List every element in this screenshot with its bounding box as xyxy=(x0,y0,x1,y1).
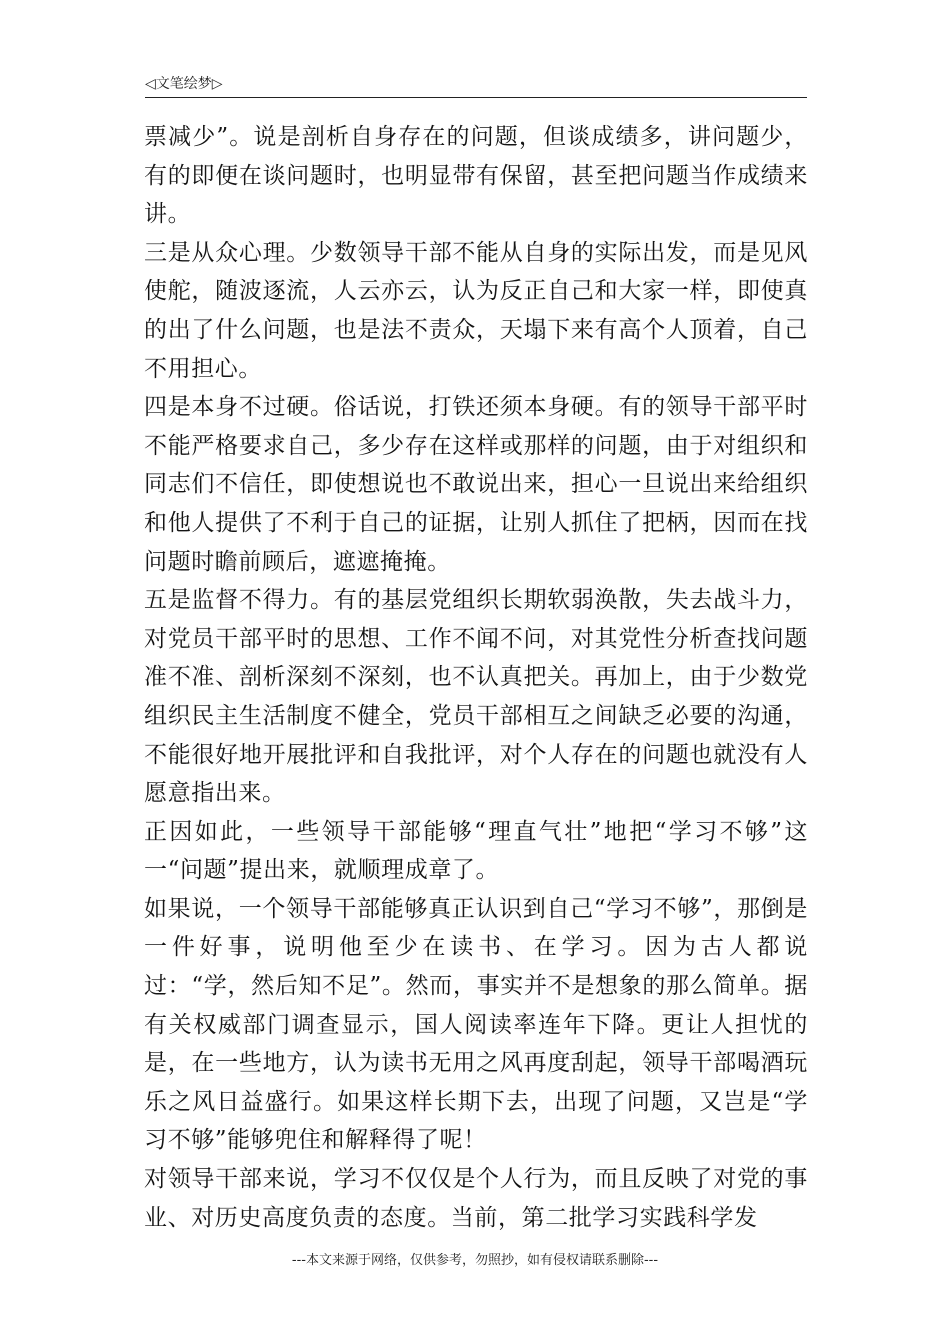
paragraph-6: 如果说，一个领导干部能够真正认识到自己“学习不够”，那倒是一件好事，说明他至少在读书、在学习。因为古人都说过：“学，然后知不足”。然而，事实并不是想象的那么简单。据有关权威部门调查显示，国人阅读率连年下降。更让人担忧的是，在一些地方，认为读书无用之风再度刮起，领导干部喝酒玩乐之风日益盛行。如果这样长期下去，出现了问题，又岂是“学习不够”能够兜住和解释得了呢！ xyxy=(144,895,808,1154)
page-footer: ---本文来源于网络，仅供参考，勿照抄，如有侵权请联系删除--- xyxy=(291,1253,659,1268)
paragraph-5: 正因如此，一些领导干部能够“理直气壮”地把“学习不够”这一“问题”提出来，就顺理成章了。 xyxy=(144,818,808,884)
paragraph-1: 票减少”。说是剖析自身存在的问题，但谈成绩多，讲问题少，有的即便在谈问题时，也明显带有保留，甚至把问题当作成绩来讲。 xyxy=(144,124,808,228)
document-body xyxy=(144,118,808,1237)
paragraph-4: 五是监督不得力。有的基层党组织长期软弱涣散，失去战斗力，对党员干部平时的思想、工作不闻不问，对其党性分析查找问题准不准、剖析深刻不深刻，也不认真把关。再加上，由于少数党组织民主生活制度不健全，党员干部相互之间缺乏必要的沟通，不能很好地开展批评和自我批评，对个人存在的问题也就没有人愿意指出来。 xyxy=(144,587,808,807)
page-header xyxy=(145,70,807,98)
paragraph-7: 对领导干部来说，学习不仅仅是个人行为，而且反映了对党的事业、对历史高度负责的态度。当前，第二批学习实践科学发 xyxy=(144,1166,808,1231)
header-title: ◁文笔绘梦▷ xyxy=(145,76,223,92)
paragraph-2: 三是从众心理。少数领导干部不能从自身的实际出发，而是见风使舵，随波逐流，人云亦云，认为反正自己和大家一样，即使真的出了什么问题，也是法不责众，天塌下来有高个人顶着，自己不用担心。 xyxy=(144,239,808,382)
paragraph-3: 四是本身不过硬。俗话说，打铁还须本身硬。有的领导干部平时不能严格要求自己，多少存在这样或那样的问题，由于对组织和同志们不信任，即使想说也不敢说出来，担心一旦说出来给组织和他人提供了不利于自己的证据，让别人抓住了把柄，因而在找问题时瞻前顾后，遮遮掩掩。 xyxy=(144,394,808,575)
